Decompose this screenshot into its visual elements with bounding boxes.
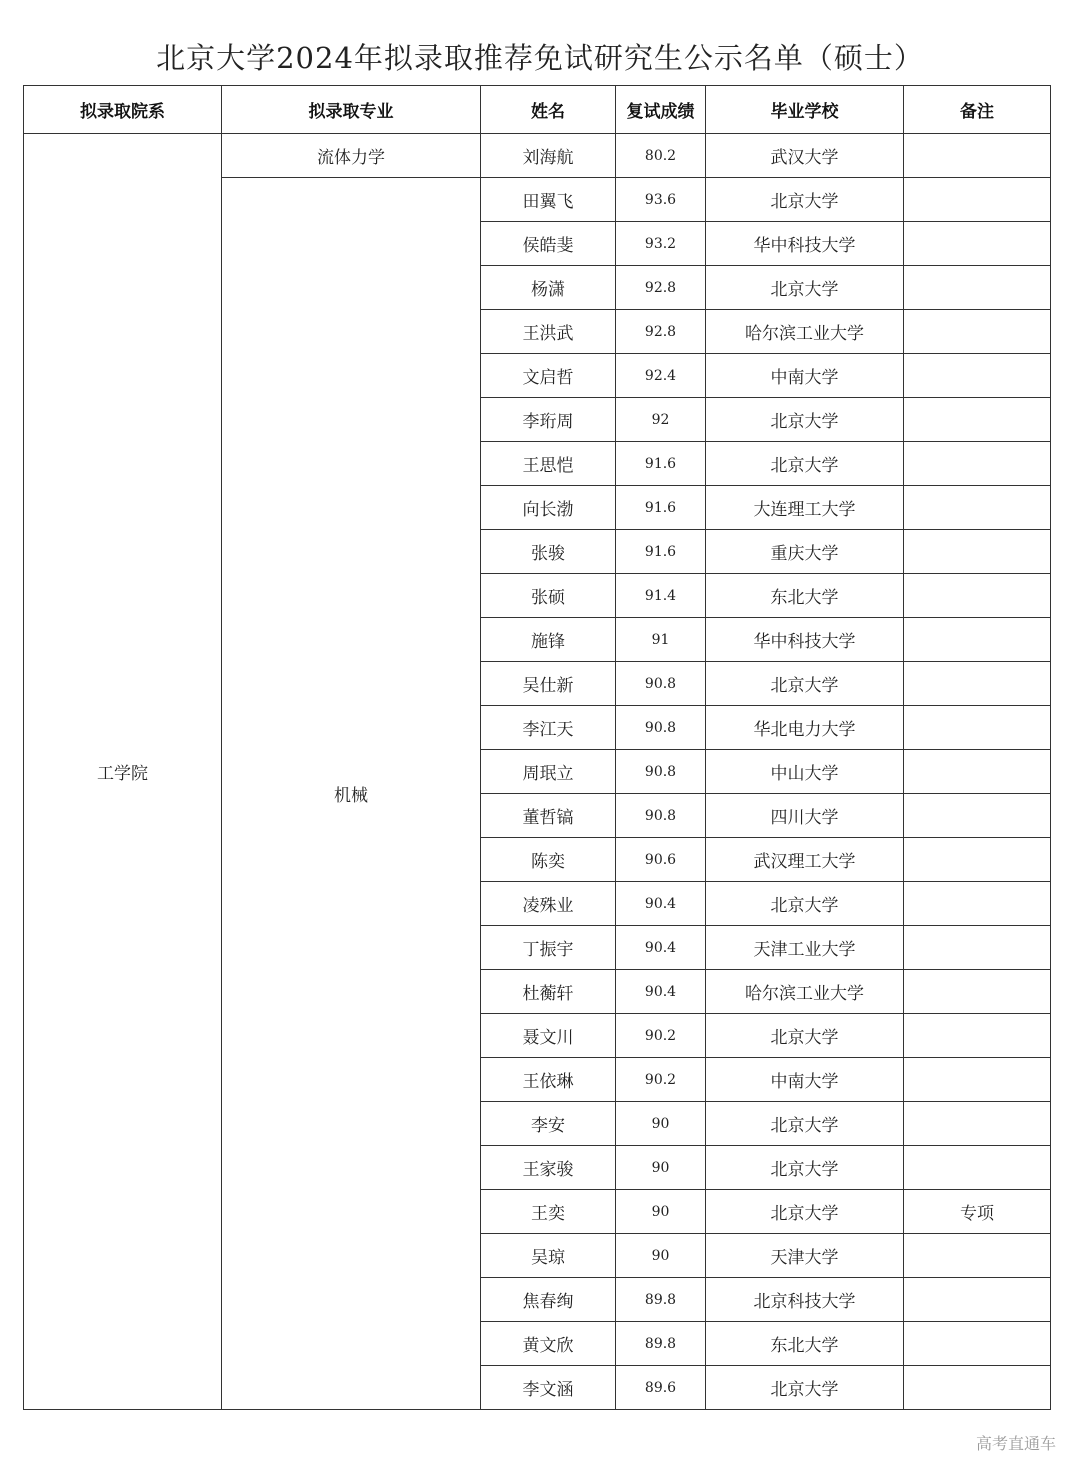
school-cell: 哈尔滨工业大学 xyxy=(706,970,904,1014)
name-cell: 吴仕新 xyxy=(481,662,616,706)
score-cell: 90 xyxy=(616,1102,706,1146)
note-cell xyxy=(904,178,1051,222)
name-cell: 李文涵 xyxy=(481,1366,616,1410)
note-cell xyxy=(904,486,1051,530)
school-cell: 北京大学 xyxy=(706,1190,904,1234)
school-cell: 四川大学 xyxy=(706,794,904,838)
name-cell: 张骏 xyxy=(481,530,616,574)
score-cell: 89.6 xyxy=(616,1366,706,1410)
name-cell: 周珉立 xyxy=(481,750,616,794)
note-cell xyxy=(904,1058,1051,1102)
school-cell: 武汉大学 xyxy=(706,134,904,178)
name-cell: 李珩周 xyxy=(481,398,616,442)
score-cell: 90 xyxy=(616,1146,706,1190)
school-cell: 中南大学 xyxy=(706,354,904,398)
name-cell: 董哲镐 xyxy=(481,794,616,838)
note-cell xyxy=(904,442,1051,486)
school-cell: 北京大学 xyxy=(706,266,904,310)
note-cell xyxy=(904,574,1051,618)
name-cell: 文启哲 xyxy=(481,354,616,398)
school-cell: 天津工业大学 xyxy=(706,926,904,970)
note-cell xyxy=(904,706,1051,750)
name-cell: 田翼飞 xyxy=(481,178,616,222)
note-cell xyxy=(904,1322,1051,1366)
note-cell xyxy=(904,1146,1051,1190)
note-cell xyxy=(904,1234,1051,1278)
school-cell: 华北电力大学 xyxy=(706,706,904,750)
admission-table xyxy=(23,85,1051,1410)
note-cell xyxy=(904,838,1051,882)
school-cell: 北京大学 xyxy=(706,1014,904,1058)
school-cell: 北京大学 xyxy=(706,398,904,442)
note-cell xyxy=(904,310,1051,354)
score-cell: 90 xyxy=(616,1190,706,1234)
major-cell: 机械 xyxy=(222,178,481,1410)
name-cell: 王思恺 xyxy=(481,442,616,486)
name-cell: 杜蘅轩 xyxy=(481,970,616,1014)
page-title: 北京大学2024年拟录取推荐免试研究生公示名单（硕士） xyxy=(156,41,924,75)
score-cell: 90.6 xyxy=(616,838,706,882)
school-cell: 东北大学 xyxy=(706,574,904,618)
name-cell: 王洪武 xyxy=(481,310,616,354)
score-cell: 80.2 xyxy=(616,134,706,178)
school-cell: 重庆大学 xyxy=(706,530,904,574)
major-cell: 流体力学 xyxy=(222,134,481,178)
score-cell: 93.6 xyxy=(616,178,706,222)
school-cell: 中南大学 xyxy=(706,1058,904,1102)
school-cell: 北京科技大学 xyxy=(706,1278,904,1322)
score-cell: 91.6 xyxy=(616,530,706,574)
name-cell: 李江天 xyxy=(481,706,616,750)
note-cell xyxy=(904,222,1051,266)
score-cell: 90.8 xyxy=(616,662,706,706)
score-cell: 89.8 xyxy=(616,1322,706,1366)
name-cell: 吴琼 xyxy=(481,1234,616,1278)
score-cell: 90.2 xyxy=(616,1014,706,1058)
note-cell: 专项 xyxy=(904,1190,1051,1234)
score-cell: 91.6 xyxy=(616,486,706,530)
name-cell: 施锋 xyxy=(481,618,616,662)
header-score: 复试成绩 xyxy=(616,86,706,134)
name-cell: 王家骏 xyxy=(481,1146,616,1190)
header-department: 拟录取院系 xyxy=(24,86,222,134)
note-cell xyxy=(904,750,1051,794)
score-cell: 90.8 xyxy=(616,750,706,794)
name-cell: 侯皓斐 xyxy=(481,222,616,266)
score-cell: 90.2 xyxy=(616,1058,706,1102)
name-cell: 焦春绚 xyxy=(481,1278,616,1322)
note-cell xyxy=(904,1014,1051,1058)
school-cell: 北京大学 xyxy=(706,882,904,926)
score-cell: 90.4 xyxy=(616,926,706,970)
score-cell: 90.8 xyxy=(616,706,706,750)
score-cell: 90.8 xyxy=(616,794,706,838)
school-cell: 中山大学 xyxy=(706,750,904,794)
score-cell: 92.8 xyxy=(616,310,706,354)
header-major: 拟录取专业 xyxy=(222,86,481,134)
score-cell: 90.4 xyxy=(616,970,706,1014)
name-cell: 杨潇 xyxy=(481,266,616,310)
name-cell: 刘海航 xyxy=(481,134,616,178)
note-cell xyxy=(904,1366,1051,1410)
school-cell: 北京大学 xyxy=(706,178,904,222)
score-cell: 92.8 xyxy=(616,266,706,310)
school-cell: 北京大学 xyxy=(706,1102,904,1146)
note-cell xyxy=(904,794,1051,838)
name-cell: 丁振宇 xyxy=(481,926,616,970)
name-cell: 凌殊业 xyxy=(481,882,616,926)
table-body xyxy=(24,134,1051,1410)
school-cell: 北京大学 xyxy=(706,662,904,706)
name-cell: 向长渤 xyxy=(481,486,616,530)
table-row xyxy=(24,134,1051,178)
school-cell: 东北大学 xyxy=(706,1322,904,1366)
school-cell: 武汉理工大学 xyxy=(706,838,904,882)
school-cell: 华中科技大学 xyxy=(706,222,904,266)
name-cell: 王奕 xyxy=(481,1190,616,1234)
header-school: 毕业学校 xyxy=(706,86,904,134)
name-cell: 王依琳 xyxy=(481,1058,616,1102)
school-cell: 北京大学 xyxy=(706,1366,904,1410)
name-cell: 聂文川 xyxy=(481,1014,616,1058)
note-cell xyxy=(904,882,1051,926)
table-header-row xyxy=(24,86,1051,134)
name-cell: 黄文欣 xyxy=(481,1322,616,1366)
name-cell: 张硕 xyxy=(481,574,616,618)
note-cell xyxy=(904,134,1051,178)
note-cell xyxy=(904,926,1051,970)
name-cell: 李安 xyxy=(481,1102,616,1146)
school-cell: 北京大学 xyxy=(706,442,904,486)
score-cell: 91 xyxy=(616,618,706,662)
name-cell: 陈奕 xyxy=(481,838,616,882)
header-name: 姓名 xyxy=(481,86,616,134)
note-cell xyxy=(904,662,1051,706)
header-note: 备注 xyxy=(904,86,1051,134)
department-cell: 工学院 xyxy=(24,134,222,1410)
score-cell: 90 xyxy=(616,1234,706,1278)
school-cell: 华中科技大学 xyxy=(706,618,904,662)
score-cell: 89.8 xyxy=(616,1278,706,1322)
note-cell xyxy=(904,1278,1051,1322)
note-cell xyxy=(904,1102,1051,1146)
note-cell xyxy=(904,970,1051,1014)
watermark: 高考直通车 xyxy=(975,1434,1056,1453)
school-cell: 北京大学 xyxy=(706,1146,904,1190)
score-cell: 91.6 xyxy=(616,442,706,486)
note-cell xyxy=(904,618,1051,662)
school-cell: 天津大学 xyxy=(706,1234,904,1278)
score-cell: 91.4 xyxy=(616,574,706,618)
note-cell xyxy=(904,398,1051,442)
score-cell: 92 xyxy=(616,398,706,442)
score-cell: 93.2 xyxy=(616,222,706,266)
score-cell: 90.4 xyxy=(616,882,706,926)
school-cell: 大连理工大学 xyxy=(706,486,904,530)
note-cell xyxy=(904,266,1051,310)
school-cell: 哈尔滨工业大学 xyxy=(706,310,904,354)
note-cell xyxy=(904,354,1051,398)
note-cell xyxy=(904,530,1051,574)
score-cell: 92.4 xyxy=(616,354,706,398)
